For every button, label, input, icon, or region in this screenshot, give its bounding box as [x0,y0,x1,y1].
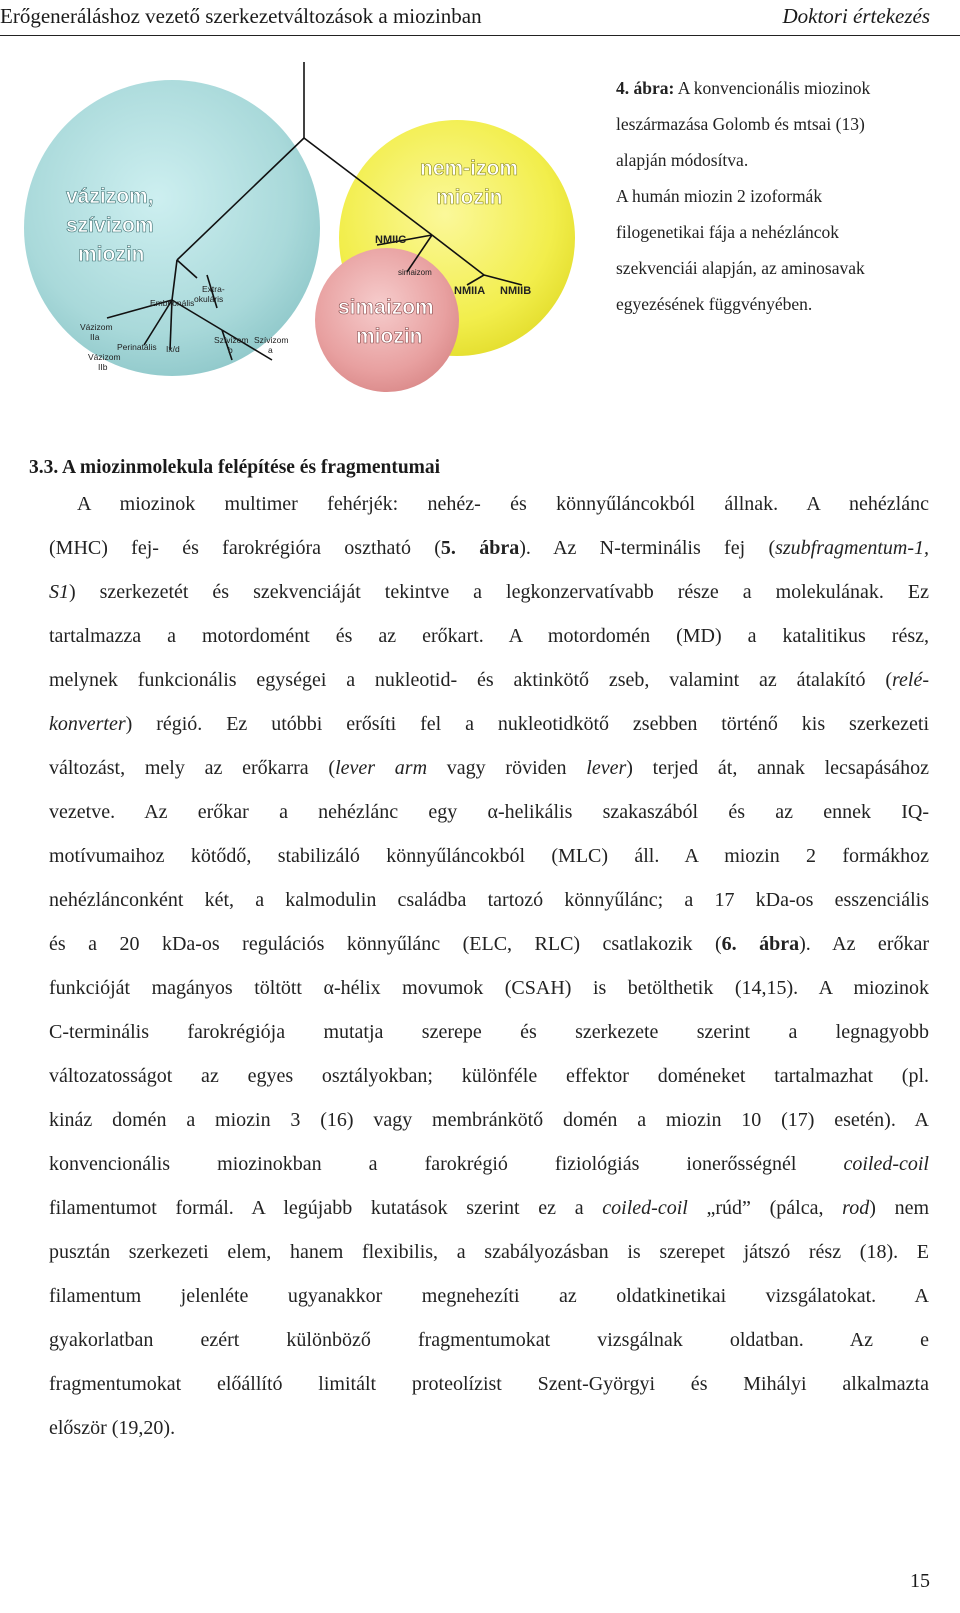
body-line [49,790,929,834]
caption-label: 4. ábra: [616,78,675,98]
italic-term: relé- [891,669,929,691]
body-text-run: nehézlánconként két, a kalmodulin családba tartozó könnyűlánc; a 17 kDa-os esszenciális [49,889,929,911]
body-text-run: változatosságot az egyes osztályokban; különféle effektor doméneket tartalmazhat (pl. [49,1065,929,1087]
body-text-run: filamentumot formál. A legújabb kutatások szerint ez a [49,1197,603,1219]
body-text-run: konvencionális miozinokban a farokrégió fiziológiás ionerősségnél [49,1153,844,1175]
body-line [49,482,929,526]
leaf-vazizom-iia: Vázizom IIa [80,322,113,342]
body-line [49,702,929,746]
body-text-run: tartalmazza a motordomént és az erőkart. A motordomén (MD) a katalitikus rész, [49,625,929,647]
italic-term: lever [586,757,627,779]
leaf-perinatalis: Perinatális [117,342,157,352]
header-doc-type: Doktori értekezés [782,4,930,28]
section-heading: 3.3. A miozinmolekula felépítése és fragmentumai [29,457,441,478]
tree-diagram [22,60,582,410]
body-text-run: funkcióját magányos töltött α-hélix movumok (CSAH) is betölthetik (14,15). A miozinok [49,977,929,999]
leaf-ix-d: Ix/d [166,344,180,354]
figure-reference: 5. ábra [440,537,520,559]
body-text-run: motívumaihoz kötődő, stabilizáló könnyűláncokból (MLC) áll. A miozin 2 formákhoz [49,845,929,867]
figure-caption [616,70,956,322]
caption-line: A humán miozin 2 izoformák [616,186,823,206]
body-text-run: filamentum jelenléte ugyanakkor megnehezíti az oldatkinetikai vizsgálatokat. A [49,1285,929,1307]
body-text-run: ) régió. Ez utóbbi erősíti fel a nukleotidkötő zsebben történő kis szerkezeti [125,713,929,735]
page-number: 15 [910,1570,930,1592]
nonmuscle-group-label: nem-izom miozin [420,157,519,209]
body-text-run: (MHC) fej- és farokrégióra osztható ( [49,537,441,559]
body-line [49,834,929,878]
italic-term: lever arm [335,757,428,779]
body-line [49,1406,929,1450]
italic-term: szubfragmentum-1, [775,537,929,559]
body-line [49,1318,929,1362]
leaf-nmiia: NMIIA [454,285,486,297]
body-line [49,1010,929,1054]
body-text-run: ). Az N-terminális fej ( [519,537,776,559]
body-text-run: C-terminális farokrégiója mutatja szerepe és szerkezete szerint a legnagyobb [49,1021,929,1043]
caption-line: egyezésének függvényében. [616,294,813,314]
italic-term: rod [842,1197,870,1219]
smooth-group-label: simaizom miozin [338,296,434,348]
body-text-run: A miozinok multimer fehérjék: nehéz- és könnyűláncokból állnak. A nehézlánc [77,493,929,515]
body-text-run: ) nem [869,1197,930,1219]
smooth-muscle-circle [315,248,459,392]
body-line [49,746,929,790]
body-line [49,878,929,922]
caption-line: szekvenciái alapján, az aminosavak [616,258,865,278]
body-text-run: kináz domén a miozin 3 (16) vagy membránkötő domén a miozin 10 (17) esetén). A [49,1109,929,1131]
body-line [49,526,929,570]
leaf-vazizom-iib: Vázizom IIb [88,352,121,372]
body-text-run: ) terjed át, annak lecsapásához [626,757,929,779]
leaf-nmiic: NMIIC [375,234,407,246]
body-text-run: gyakorlatban ezért különböző fragmentumokat vizsgálnak oldatban. Az e [49,1329,929,1351]
figure-reference: 6. ábra [721,933,800,955]
body-line [49,1274,929,1318]
body-line [49,570,929,614]
caption-line: leszármazása Golomb és mtsai (13) [616,114,865,134]
body-paragraph [49,482,929,1450]
body-text-run: változást, mely az erőkarra ( [49,757,336,779]
body-text-run: vezetve. Az erőkar a nehézlánc egy α-helikális szakaszából és az ennek IQ- [49,801,929,823]
body-text-run: és a 20 kDa-os regulációs könnyűlánc (ELC, RLC) csatlakozik ( [49,933,722,955]
leaf-extraokularis: Extra-okuláris [194,284,225,304]
body-text-run: ) szerkezetét és szekvenciáját tekintve a legkonzervatívabb része a molekulának. Ez [69,581,929,603]
italic-term: S1 [49,581,69,603]
italic-term: coiled-coil [602,1197,688,1219]
body-line [49,1230,929,1274]
italic-term: konverter [49,713,126,735]
skeletal-group-label: vázizom, szívizom miozin [66,185,154,266]
body-text-run: először (19,20). [49,1417,176,1439]
body-text-run: „rúd” (pálca, [687,1197,843,1219]
phylogenetic-tree-figure [22,60,582,410]
leaf-nmiib: NMIIB [500,285,532,297]
leaf-simaizom: simaizom [398,268,432,277]
body-text-run: ). Az erőkar [799,933,929,955]
body-text-run: melynek funkcionális egységei a nukleotid- és aktinkötő zseb, valamint az átalakító ( [49,669,892,691]
header-divider [0,35,960,36]
caption-line: alapján módosítva. [616,150,749,170]
body-line [49,966,929,1010]
body-text-run: fragmentumokat előállító limitált proteolízist Szent-Györgyi és Mihályi alkalmazta [49,1373,929,1395]
body-line [49,658,929,702]
leaf-szivizom-b: Szívizom b [214,335,249,355]
body-line [49,1054,929,1098]
italic-term: coiled-coil [843,1153,929,1175]
body-line [49,1142,929,1186]
body-line [49,1186,929,1230]
header-title: Erőgeneráláshoz vezető szerkezetváltozások a miozinban [0,4,482,28]
leaf-embrionalis: Embrionális [150,298,195,308]
body-text-run: pusztán szerkezeti elem, hanem flexibilis, a szabályozásban is szerepet játszó rész (18). E [49,1241,929,1263]
body-line [49,1362,929,1406]
body-line [49,922,929,966]
leaf-szivizom-a: Szívizom a [254,335,289,355]
running-header [0,0,960,30]
body-line [49,614,929,658]
body-line [49,1098,929,1142]
caption-line: filogenetikai fája a nehézláncok [616,222,840,242]
caption-line: A konvencionális miozinok [674,78,871,98]
body-text-run: vagy röviden [427,757,587,779]
